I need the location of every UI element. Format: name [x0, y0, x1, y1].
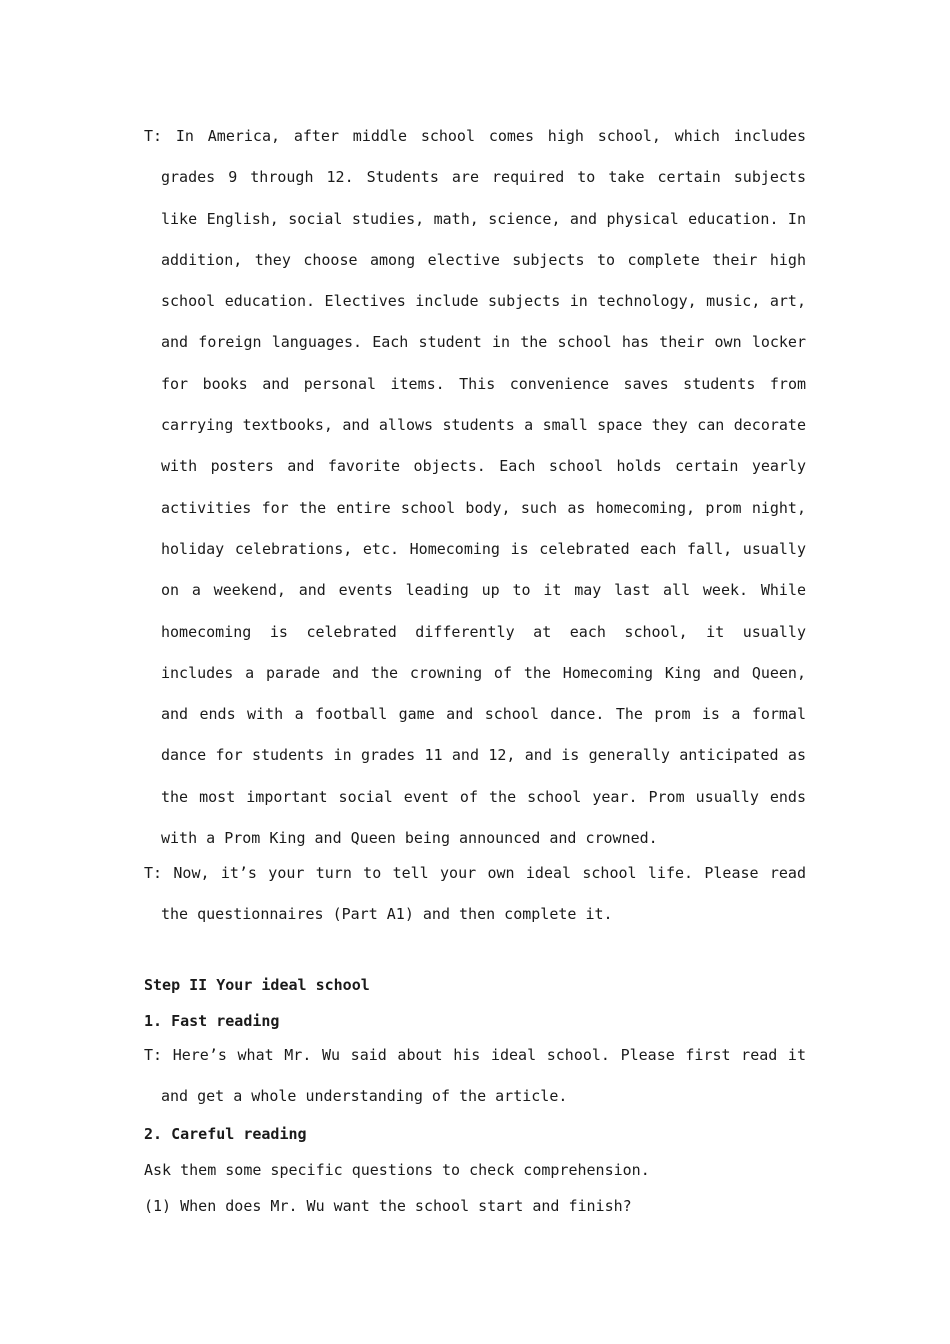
fast-reading-heading: 1. Fast reading	[144, 1012, 280, 1030]
paragraph-mr-wu: T: Here’s what Mr. Wu said about his ideal school. Please first read it and get a whole understanding of the article.	[144, 1046, 806, 1106]
paragraph-american-high-school: T: In America, after middle school comes high school, which includes grades 9 through 12. Students are required to take certain subjects like English, social studies, math, science, and physical education. In addition, they choose among elective subjects to complete their high school education. Electives include subjects in technology, music, art, and foreign languages. Each student in the school has their own locker for books and personal items. This convenience saves students from carrying textbooks, and allows students a small space they can decorate with posters and favorite objects. Each school holds certain yearly activities for the entire school body, such as homecoming, prom night, holiday celebrations, etc. Homecoming is celebrated each fall, usually on a weekend, and events leading up to it may last all week. While homecoming is celebrated differently at each school, it usually includes a parade and the crowning of the Homecoming King and Queen, and ends with a football game and school dance. The prom is a formal dance for students in grades 11 and 12, and is generally anticipated as the most important social event of the school year. Prom usually ends with a Prom King and Queen being announced and crowned.	[144, 127, 806, 848]
question-1: (1) When does Mr. Wu want the school start and finish?	[144, 1197, 632, 1215]
paragraph-your-turn: T: Now, it’s your turn to tell your own ideal school life. Please read the questionnaires (Part A1) and then complete it.	[144, 864, 806, 924]
step-heading: Step II Your ideal school	[144, 976, 370, 994]
instruction-text: Ask them some specific questions to check comprehension.	[144, 1161, 650, 1179]
careful-reading-heading: 2. Careful reading	[144, 1125, 307, 1143]
